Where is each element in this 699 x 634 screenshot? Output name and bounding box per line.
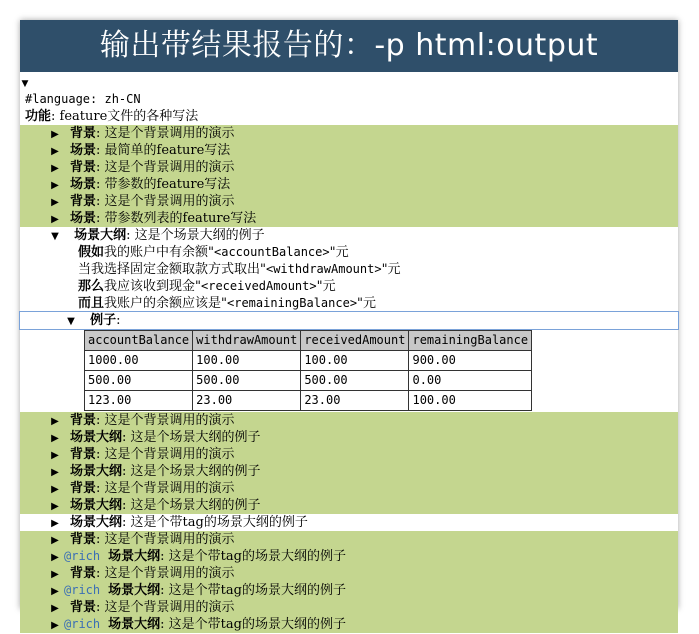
expand-icon[interactable]: ▶ [51,535,59,546]
row-name: : 这是个背景调用的演示 [96,600,235,615]
scenario-tag[interactable]: @rich [64,583,101,597]
expand-icon[interactable]: ▶ [51,450,59,461]
table-header-cell: withdrawAmount [193,331,301,351]
banner-title: 输出带结果报告的：-p html:output [20,20,678,72]
feature-keyword: 功能 [25,109,52,124]
row-keyword: 场景 [70,143,97,158]
scenario-row[interactable] [20,210,678,227]
scenario-row[interactable] [20,142,678,159]
scenario-row[interactable] [20,599,678,616]
examples-keyword: 例子 [90,313,117,328]
expand-icon[interactable]: ▶ [51,620,59,631]
scenario-row[interactable] [20,497,678,514]
row-name: : 这是个场景大纲的例子 [122,464,261,479]
row-keyword: 场景大纲 [70,515,123,530]
feature-name: : feature文件的各种写法 [51,109,199,124]
step-line [20,244,678,261]
row-keyword: 场景大纲 [108,617,161,632]
scenario-row[interactable] [20,582,678,599]
step-text: 我账户的余额应该是" [104,296,227,311]
expand-icon[interactable]: ▶ [51,214,59,225]
table-row [85,351,532,371]
row-name: : 带参数的feature写法 [96,177,231,192]
row-keyword: 场景大纲 [108,549,161,564]
table-cell: 23.00 [193,391,301,411]
scenario-row[interactable] [20,412,678,429]
step-param: <remainingBalance> [227,296,358,310]
scenario-tag[interactable]: @rich [64,617,101,631]
row-name: : 这是个场景大纲的例子 [122,430,261,445]
scenario-row[interactable] [20,446,678,463]
row-keyword: 场景 [70,177,97,192]
scenario-row[interactable] [20,176,678,193]
scenario-row[interactable] [20,514,678,531]
step-text: 我的账户中有余额" [104,245,214,260]
row-name: : 这是个背景调用的演示 [96,566,235,581]
row-name: : 这是个带tag的场景大纲的例子 [122,515,308,530]
expand-icon[interactable]: ▶ [51,129,59,140]
expand-icon[interactable]: ▶ [51,197,59,208]
expand-icon[interactable]: ▶ [51,433,59,444]
examples-header[interactable] [20,312,678,329]
step-text-end: "元 [316,279,336,294]
row-name: : 这是个带tag的场景大纲的例子 [160,583,346,598]
expand-icon[interactable]: ▼ [21,79,29,89]
collapse-icon[interactable]: ▼ [51,231,59,242]
scenario-row[interactable] [20,463,678,480]
screenshot-frame [20,20,678,632]
feature-line [20,108,678,125]
step-param: <withdrawAmount> [265,262,382,276]
table-header-row [85,331,532,351]
expand-icon[interactable]: ▶ [51,163,59,174]
row-name: : 这是个背景调用的演示 [96,413,235,428]
table-cell: 123.00 [85,391,193,411]
scenario-row[interactable] [20,193,678,210]
row-name: : 带参数列表的feature写法 [96,211,257,226]
step-line [20,261,678,278]
step-text: 我应该收到现金" [104,279,201,294]
expand-icon[interactable]: ▶ [51,586,59,597]
row-keyword: 场景大纲 [108,583,161,598]
row-keyword: 背景 [70,194,97,209]
step-line [20,278,678,295]
scenario-row[interactable] [20,548,678,565]
expand-icon[interactable]: ▶ [51,467,59,478]
table-cell: 100.00 [301,351,409,371]
row-name: : 这是个背景调用的演示 [96,481,235,496]
expand-icon[interactable]: ▶ [51,416,59,427]
scenario-list-after [20,412,678,633]
table-row [85,391,532,411]
row-keyword: 场景大纲 [70,430,123,445]
cucumber-html-report [20,74,678,633]
row-name: : 这是个带tag的场景大纲的例子 [160,549,346,564]
scenario-tag[interactable]: @rich [64,549,101,563]
scenario-row[interactable] [20,531,678,548]
step-keyword: 而且 [78,296,105,311]
row-keyword: 场景大纲 [70,498,123,513]
step-param: <accountBalance> [214,245,330,259]
row-name: : 这是个背景调用的演示 [96,194,235,209]
row-name: : 这是个带tag的场景大纲的例子 [160,617,346,632]
row-name: : 这是个背景调用的演示 [96,160,235,175]
table-header-cell: receivedAmount [301,331,409,351]
row-keyword: 背景 [70,447,97,462]
step-keyword: 那么 [78,279,105,294]
table-cell: 0.00 [409,371,532,391]
table-cell: 500.00 [85,371,193,391]
step-keyword: 假如 [78,245,105,260]
scenario-outline-header[interactable] [20,227,678,244]
row-keyword: 背景 [70,532,97,547]
step-text-end: "元 [329,245,349,260]
scenario-list-before [20,125,678,227]
table-header-cell: accountBalance [85,331,193,351]
expand-icon[interactable]: ▶ [51,146,59,157]
table-cell: 23.00 [301,391,409,411]
report-top-toggle[interactable] [20,74,678,91]
row-keyword: 背景 [70,600,97,615]
row-keyword: 场景 [70,211,97,226]
outline-steps [20,244,678,312]
scenario-row[interactable] [20,480,678,497]
expand-icon[interactable]: ▶ [51,501,59,512]
row-keyword: 背景 [70,566,97,581]
row-name: : 这是个背景调用的演示 [96,532,235,547]
table-cell: 100.00 [193,351,301,371]
examples-table [84,330,532,411]
expand-icon[interactable]: ▶ [51,552,59,563]
table-cell: 100.00 [409,391,532,411]
row-name: : 这是个场景大纲的例子 [122,498,261,513]
row-keyword: 场景大纲 [70,464,123,479]
scenario-row[interactable] [20,565,678,582]
outline-keyword: 场景大纲 [74,228,127,243]
expand-icon[interactable]: ▶ [51,180,59,191]
step-text-end: "元 [357,296,377,311]
step-param: <receivedAmount> [201,279,317,293]
row-keyword: 背景 [70,160,97,175]
expand-icon[interactable]: ▶ [51,603,59,614]
row-name: : 最简单的feature写法 [96,143,231,158]
row-name: : 这是个背景调用的演示 [96,126,235,141]
scenario-row[interactable] [20,159,678,176]
step-line [20,295,678,312]
scenario-row[interactable] [20,616,678,633]
language-line: #language: zh-CN [25,92,141,106]
row-keyword: 背景 [70,126,97,141]
collapse-icon[interactable]: ▼ [67,316,75,327]
table-row [85,371,532,391]
row-keyword: 背景 [70,481,97,496]
scenario-row[interactable] [20,429,678,446]
outline-name: : 这是个场景大纲的例子 [126,228,265,243]
examples-suffix: : [116,313,121,328]
table-cell: 500.00 [301,371,409,391]
step-text: 当我选择固定金额取款方式取出" [78,262,266,277]
scenario-row[interactable] [20,125,678,142]
row-name: : 这是个背景调用的演示 [96,447,235,462]
step-text-end: "元 [381,262,401,277]
table-header-cell: remainingBalance [409,331,532,351]
expand-icon[interactable]: ▶ [51,569,59,580]
table-cell: 900.00 [409,351,532,371]
row-keyword: 背景 [70,413,97,428]
expand-icon[interactable]: ▶ [51,484,59,495]
table-cell: 1000.00 [85,351,193,371]
table-cell: 500.00 [193,371,301,391]
expand-icon[interactable]: ▶ [51,518,59,529]
